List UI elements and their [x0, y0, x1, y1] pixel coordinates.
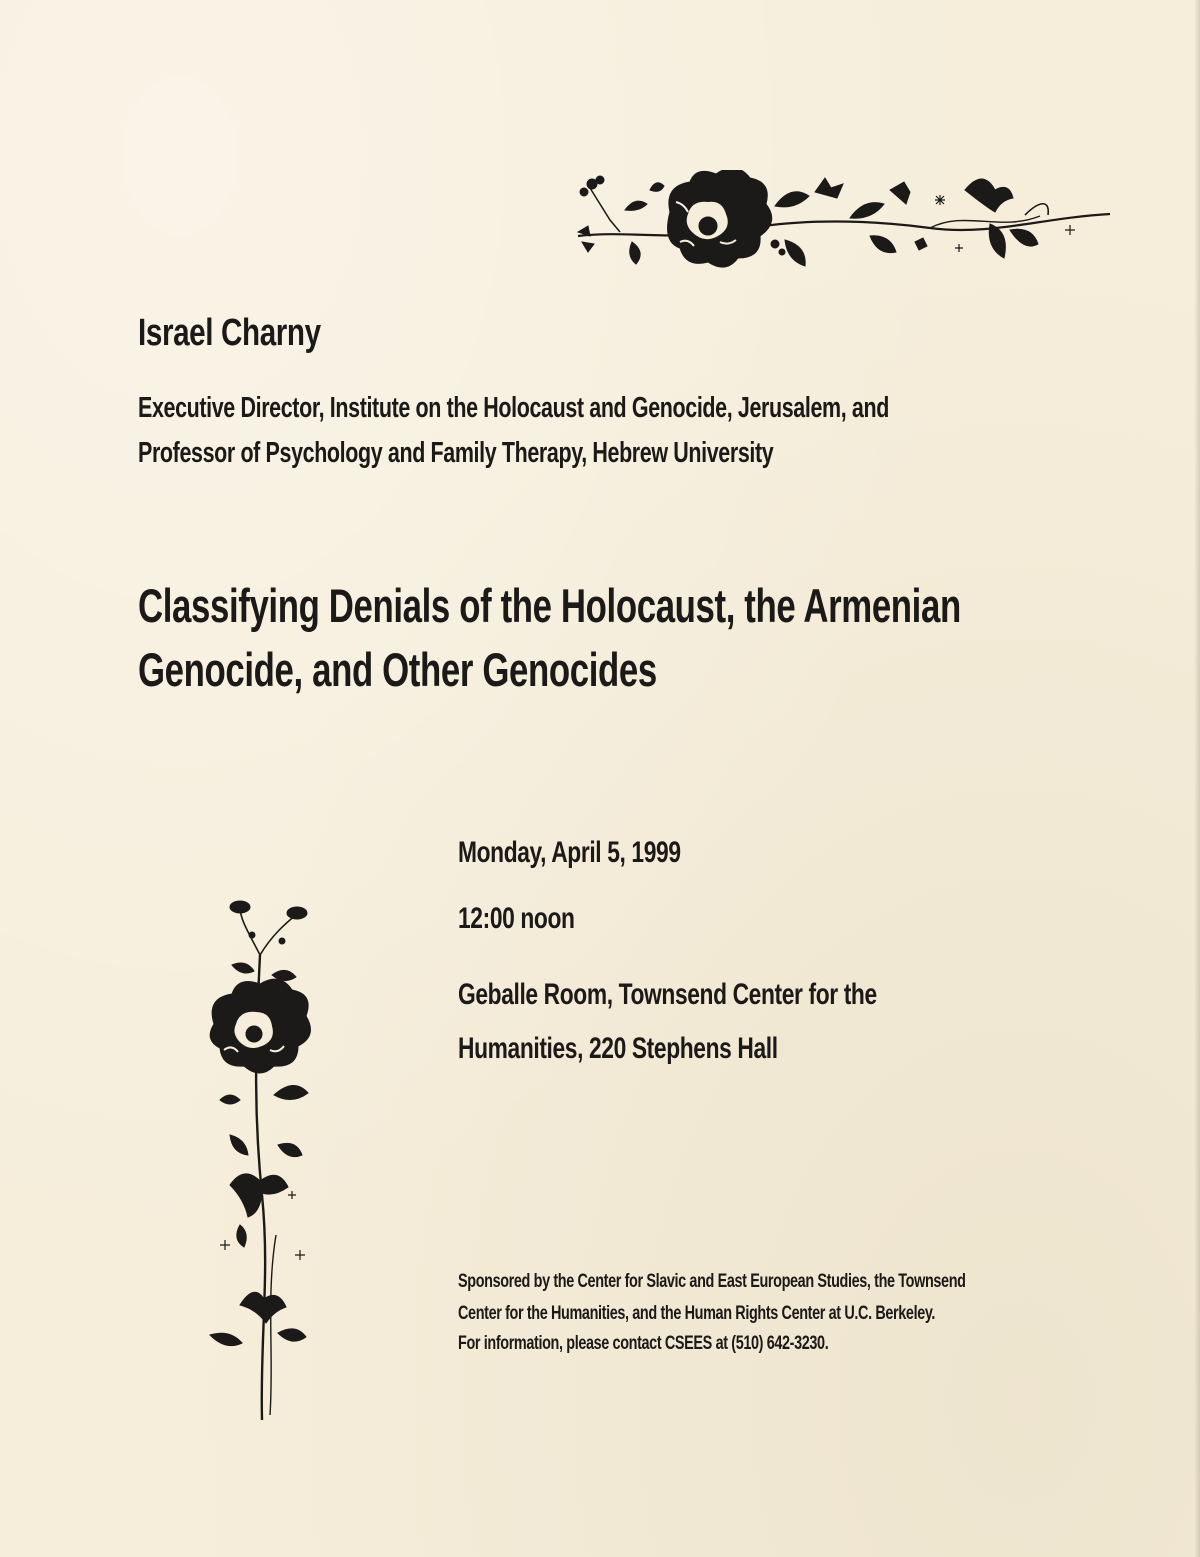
talk-title	[138, 574, 961, 702]
sponsor-note-line: Center for the Humanities, and the Human Rights Center at U.C. Berkeley.	[458, 1303, 936, 1324]
event-location-line: Humanities, 220 Stephens Hall	[458, 1032, 778, 1065]
event-location	[458, 968, 877, 1076]
speaker-affiliation	[138, 386, 889, 476]
floral-stem-icon	[200, 895, 330, 1425]
contact-note: For information, please contact CSEES at (510) 642-3230.	[458, 1333, 829, 1354]
event-location-line: Geballe Room, Townsend Center for the	[458, 978, 877, 1011]
speaker-name: Israel Charny	[138, 312, 321, 354]
sponsor-note-line: Sponsored by the Center for Slavic and East European Studies, the Townsend	[458, 1271, 966, 1292]
floral-vine-icon	[570, 170, 1115, 275]
speaker-affiliation-line: Professor of Psychology and Family Therapy, Hebrew University	[138, 437, 774, 469]
sponsor-note	[458, 1266, 966, 1330]
speaker-affiliation-line: Executive Director, Institute on the Holocaust and Genocide, Jerusalem, and	[138, 392, 889, 424]
event-date: Monday, April 5, 1999	[458, 836, 681, 869]
event-time: 12:00 noon	[458, 902, 575, 935]
talk-title-line: Classifying Denials of the Holocaust, the Armenian	[138, 579, 961, 632]
talk-title-line: Genocide, and Other Genocides	[138, 643, 657, 696]
